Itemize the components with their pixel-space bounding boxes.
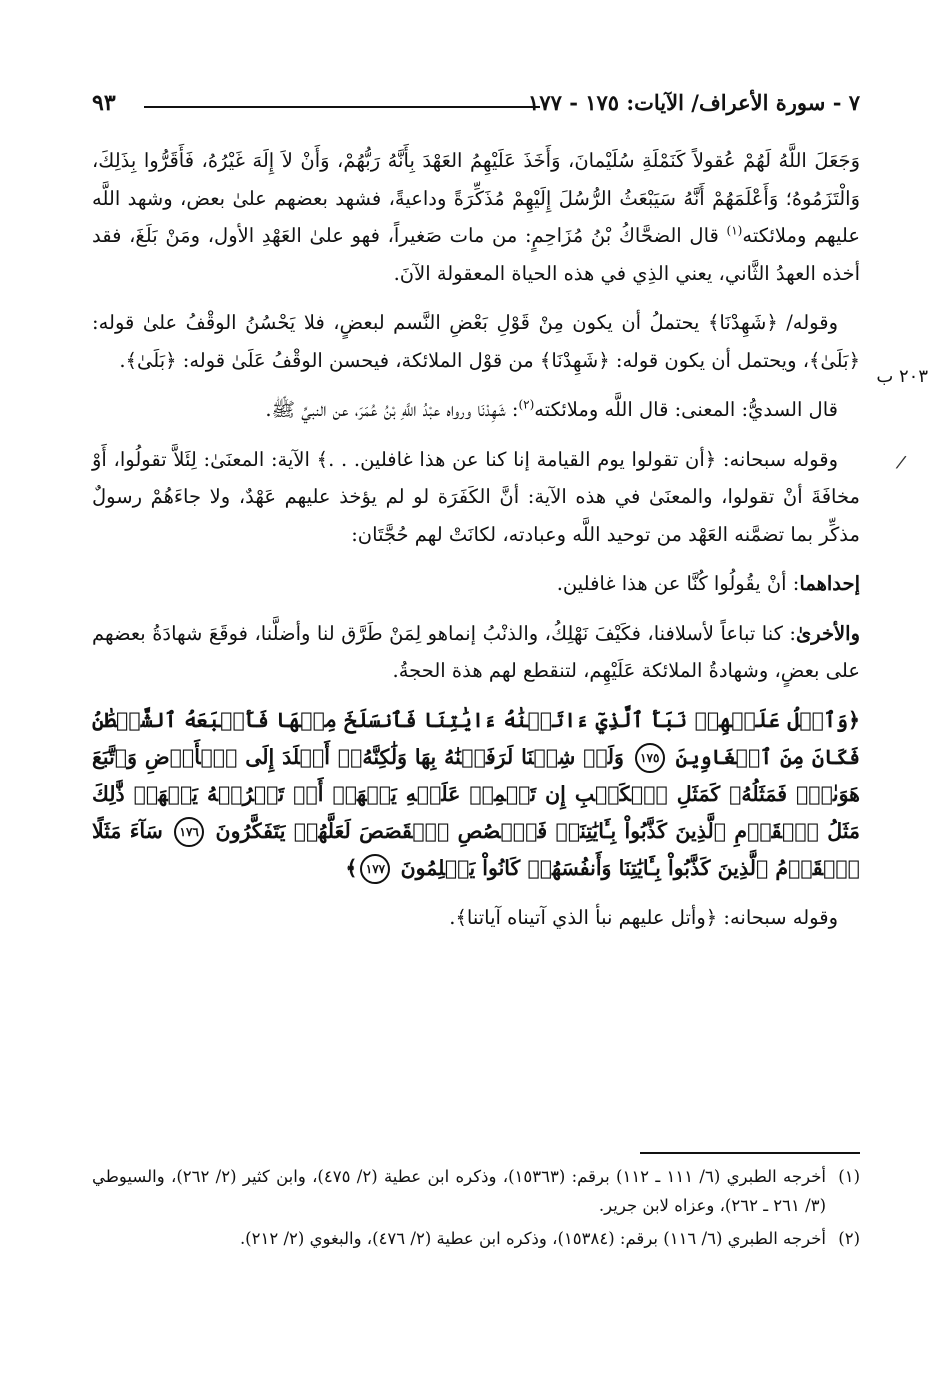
paragraph-1-cont: قال الضحَّاكُ بْنُ مُزَاحِمٍ: من مات صَغيراً، فهو علىٰ العَهْدِ الأول، ومَنْ بَلَغَ، فقد أخذه العهدُ الثَّاني، يعني الذِي في هذه الحياة المعقولة الآنَ. (92, 224, 860, 285)
footnote-2-text: أخرجه الطبري (٦/ ١١٦) برقم: (١٥٣٨٤)، وذكره ابن عطية (٢/ ٤٧٦)، والبغوي (٢/ ٢١٢). (239, 1229, 826, 1248)
paragraph-6-text: : كنا تباعاً لأسلافنا، فكَيْفَ نَهْلِكُ، والذنْبُ إنماهو لِمَنْ طَرَّق لنا وأضلَّنا، فوقَعَ شهادَةُ بعضهم على بعضٍ، وشهادةُ الملائكة عَلَيْهِم، لتنقطع لهم هذة الحجةُ. (92, 621, 860, 682)
running-head: ٧ - سورة الأعراف/ الآيات: ١٧٥ - ١٧٧ (528, 90, 860, 115)
verse-176: وَلَوۡ شِئۡنَا لَرَفَعۡنَٰهُ بِهَا وَلَٰكِنَّهُۥٓ أَخۡلَدَ إِلَى ٱلۡأَرۡضِ وَٱتَّبَعَ هَوَىٰهُۚ فَمَثَلُهُۥ كَمَثَلِ ٱلۡكَلۡبِ إِن تَحۡمِلۡ عَلَيۡهِ يَلۡهَثۡ أَوۡ تَتۡرُكۡهُ يَلۡهَثۚ ذَّٰلِكَ مَثَلُ ٱلۡقَوۡمِ ٱلَّذِينَ كَذَّبُواْ بِـَٔايَٰتِنَاۚ فَٱقۡصُصِ ٱلۡقَصَصَ لَعَلَّهُمۡ يَتَفَكَّرُونَ (92, 744, 860, 843)
paragraph-1-text: وَجَعَلَ اللَّهُ لَهُمْ عُقولاً كَنَمْلَةِ سُلَيْمانَ، وَأَخَذَ عَلَيْهِمُ العَهْدَ بِأَنَّهُ رَبُّهُمْ، وَأَنْ لاَ إِلَهَ غَيْرُهُ، فَأَقَرُّوا بِذَلِكَ، وَالْتَزَمُوهُ؛ وَأَعْلَمَهُمْ أَنَّهُ سَيَبْعَثُ الرُّسُلَ إِلَيْهِمْ مُذَكِّرَةً وداعيةً، فشهد بعضهم علىٰ بعض، وشهد اللَّه عليهم وملائكته (92, 149, 861, 247)
paragraph-3-cont: : شَهِدْنَا ورواه عبْدُ اللَّهِ بْنُ عُمَرَ، عن النبيِّ ﷺ. (265, 398, 519, 421)
footnote-1-number: (١) (838, 1167, 860, 1186)
ayah-marker-177: ١٧٧ (360, 854, 390, 884)
footnote-ref-2[interactable]: (٢) (518, 397, 535, 412)
lead-word-second: والأخرىٰ (795, 621, 860, 645)
header-rule (144, 106, 540, 108)
verse-177: سَآءَ مَثَلًا ٱلۡقَوۡمُ ٱلَّذِينَ كَذَّبُواْ بِـَٔايَٰتِنَا وَأَنفُسَهُمۡ كَانُواْ يَظۡلِمُونَ (92, 818, 860, 880)
margin-mark: / (894, 451, 908, 474)
paragraph-3 (92, 391, 860, 429)
ayah-marker-176: ١٧٦ (174, 817, 204, 847)
verse-175: ﴿وَٱتۡلُ عَلَيۡهِمۡ نَبَأَ ٱلَّذِيٓ ءَاتَيۡنَٰهُ ءَايَٰتِنَا فَٱنسَلَخَ مِنۡهَا فَأَتۡبَعَهُ ٱلشَّيۡطَٰنُ فَكَانَ مِنَ ٱلۡغَاوِينَ (92, 707, 861, 769)
footnotes (92, 1162, 860, 1257)
quran-close-bracket: ﴾ (345, 855, 358, 880)
folio-margin-note: ٢٠٣ ب (876, 366, 928, 387)
quran-verses (92, 702, 860, 887)
ayah-marker-175: ١٧٥ (635, 743, 665, 773)
paragraph-3-text: قال السديُّ: المعنى: قال اللَّه وملائكته (534, 398, 838, 421)
footnote-1 (92, 1162, 860, 1220)
paragraph-7: وقوله سبحانه: ﴿وأتل عليهم نبأ الذي آتيناه آياتنا﴾. (449, 905, 838, 929)
footnote-ref-1[interactable]: (١) (726, 223, 743, 238)
lead-word-first: إحداهما (799, 572, 860, 595)
paragraph-2: وقوله/ ﴿شَهِدْنَا﴾ يحتملُ أن يكون مِنْ قَوْلِ بَعْضِ النَّسم لبعضٍ، فلا يَحْسُنُ الوقْفُ علىٰ قوله: ﴿بَلَىٰ﴾، ويحتمل أن يكون قوله: ﴿شَهِدْنَا﴾ من قوْل الملائكة، فيحسن الوقْفُ عَلَىٰ قوله: ﴿بَلَىٰ﴾. (92, 311, 860, 372)
page-number: ٩٣ (92, 90, 116, 116)
paragraph-6 (92, 615, 860, 690)
paragraph-1 (92, 142, 860, 292)
footnote-1-text: أخرجه الطبري (٦/ ١١١ ـ ١١٢) برقم: (١٥٣٦٣)، وذكره ابن عطية (٢/ ٤٧٥)، وابن كثير (٢/ ٢٦٢)، والسيوطي (٣/ ٢٦١ ـ ٢٦٢)، وعزاه لابن جرير. (92, 1167, 826, 1215)
paragraph-5-text: : أنْ يقُولُوا كُنَّا عن هذا غافلين. (556, 572, 800, 595)
main-text (92, 142, 860, 948)
footnote-rule (640, 1152, 860, 1154)
footnote-2-number: (٢) (838, 1229, 860, 1248)
paragraph-4: وقوله سبحانه: ﴿أن تقولوا يوم القيامة إنا كنا عن هذا غافلين. . .﴾ الآية: المعنَىٰ: لِئَلاَّ تقولُوا، أَوْ مخافَةَ أنْ تقولوا، والمعنَىٰ في هذه الآية: أنَّ الكَفَرَة لو لم يؤخذ عليهم عَهْدٌ، ولا جاءَهُمْ رسولٌ مذكِّر بما تضمَّنه العَهْد من توحيد اللَّه وعبادته، لكانَتْ لهم حُجَّتَان: (92, 447, 860, 546)
footnote-2 (92, 1224, 860, 1253)
page-header (92, 86, 860, 126)
paragraph-5 (92, 565, 860, 603)
